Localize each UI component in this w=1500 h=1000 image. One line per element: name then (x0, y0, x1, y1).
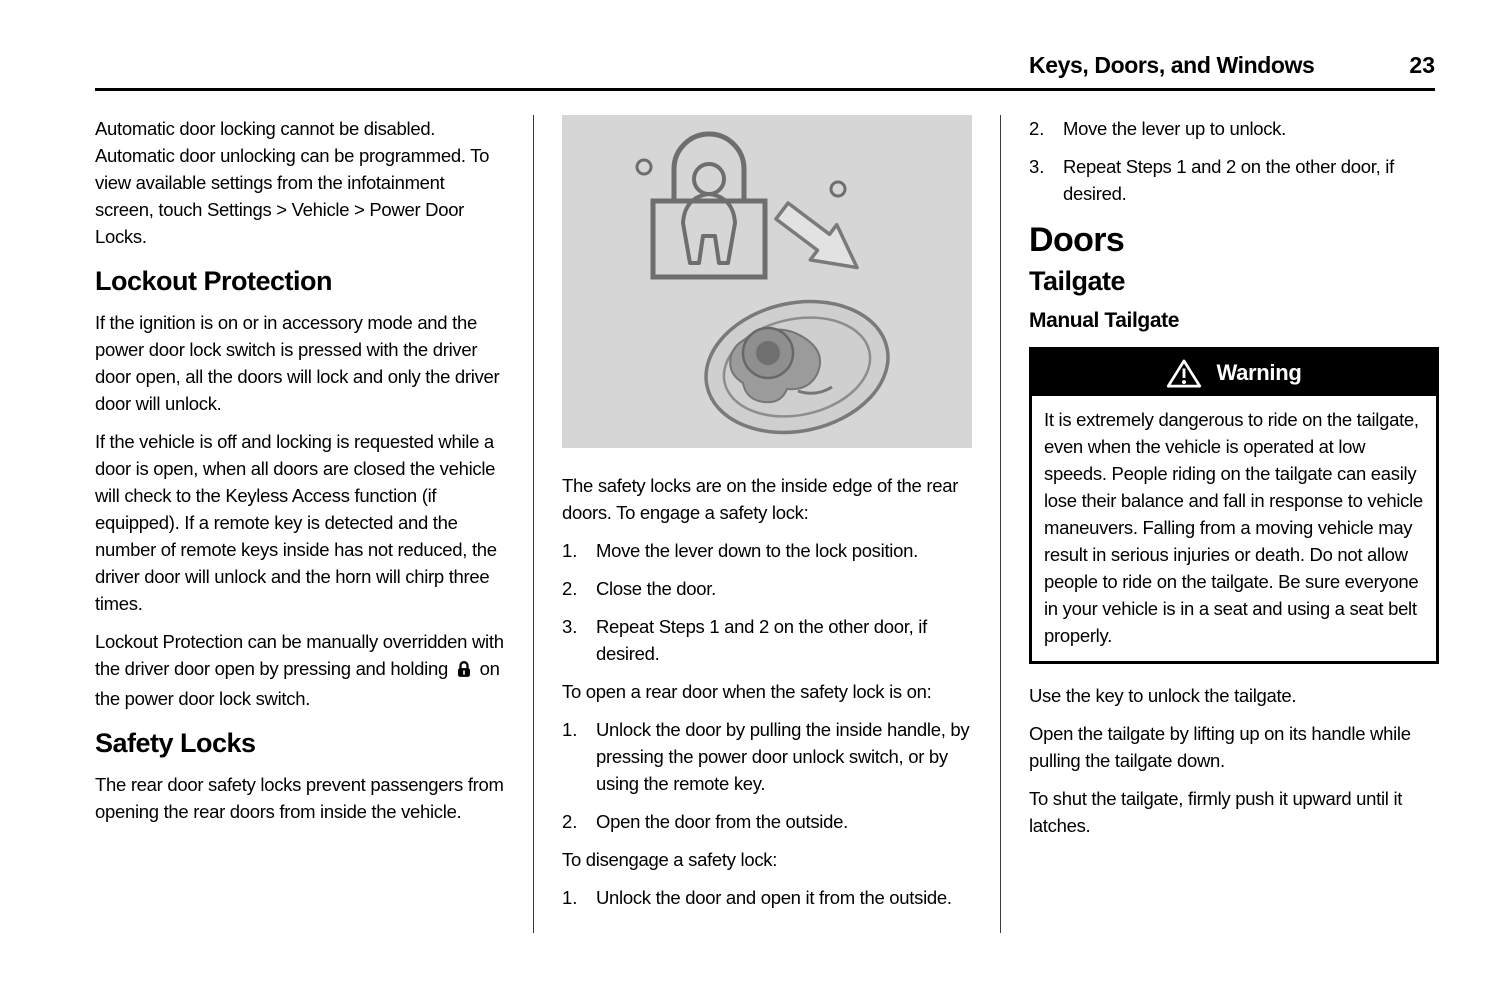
page-number: 23 (1409, 52, 1435, 78)
list-number: 1. (562, 887, 578, 908)
paragraph-vehicle-off: If the vehicle is off and locking is requested while a door is open, when all doors are closed the vehicle will check to the Keyless Access function (if equipped). If a remote key is detected and the number of remote keys inside has not reduced, the driver door will unlock and the horn will chirp three times. (95, 431, 497, 614)
list-item (562, 808, 972, 835)
list-number: 2. (562, 578, 578, 599)
warning-text: It is extremely dangerous to ride on the tailgate, even when the vehicle is operated at low speeds. People riding on the tailgate can easily lose their balance and fall in response to vehicle maneuvers. Falling from a moving vehicle may result in serious injuries or death. Do not allow people to ride on the tailgate. Be sure everyone in your vehicle is in a seat and using a seat belt properly. (1044, 409, 1423, 646)
warning-header (1032, 350, 1436, 396)
list-item (562, 613, 972, 667)
paragraph-disengage: To disengage a safety lock: (562, 849, 778, 870)
column-right (1029, 115, 1439, 850)
page-columns (95, 115, 1435, 933)
list-number: 3. (562, 616, 578, 637)
paragraph-override-before: Lockout Protection can be manually overridden with the driver door open by pressing and holding (95, 631, 504, 679)
list-text: Move the lever up to unlock. (1063, 118, 1286, 139)
paragraph-safety-locks-intro: The safety locks are on the inside edge of the rear doors. To engage a safety lock: (562, 475, 959, 523)
column-left (95, 115, 505, 836)
paragraph-key-unlock: Use the key to unlock the tailgate. (1029, 685, 1297, 706)
list-text: Move the lever down to the lock position. (596, 540, 918, 561)
list-number: 1. (562, 719, 578, 740)
safety-lock-illustration (562, 115, 972, 448)
list-item (562, 537, 972, 564)
paragraph-override-after: on the power door lock switch. (95, 658, 500, 709)
lock-icon (457, 658, 471, 685)
list-item (1029, 153, 1439, 207)
list-text: Repeat Steps 1 and 2 on the other door, if desired. (1063, 156, 1394, 204)
column-middle (562, 115, 972, 922)
list-number: 2. (562, 811, 578, 832)
heading-tailgate: Tailgate (1029, 266, 1126, 296)
heading-lockout-protection: Lockout Protection (95, 266, 333, 296)
paragraph-open-tailgate: Open the tailgate by lifting up on its handle while pulling the tailgate down. (1029, 723, 1411, 771)
list-text: Unlock the door and open it from the outside. (596, 887, 952, 908)
list-text: Close the door. (596, 578, 716, 599)
paragraph-open-rear-door: To open a rear door when the safety lock is on: (562, 681, 932, 702)
header-rule (95, 88, 1435, 91)
list-number: 1. (562, 540, 578, 561)
paragraph-override (95, 628, 505, 712)
list-text: Repeat Steps 1 and 2 on the other door, if desired. (596, 616, 927, 664)
warning-label: Warning (1216, 360, 1302, 385)
paragraph-rear-door-locks: The rear door safety locks prevent passengers from opening the rear doors from inside the vehicle. (95, 774, 504, 822)
paragraph-auto-locking: Automatic door locking cannot be disabled. Automatic door unlocking can be programmed. To view available settings from the infotainment screen, touch Settings > Vehicle > Power Door Locks. (95, 118, 490, 247)
paragraph-ignition: If the ignition is on or in accessory mode and the power door lock switch is pressed with the driver door open, all the doors will lock and only the driver door will unlock. (95, 312, 500, 414)
list-item (562, 884, 972, 911)
heading-safety-locks: Safety Locks (95, 728, 256, 758)
list-item (562, 716, 972, 797)
page-header (95, 52, 1435, 91)
list-item (562, 575, 972, 602)
paragraph-shut-tailgate: To shut the tailgate, firmly push it upward until it latches. (1029, 788, 1403, 836)
open-door-steps (562, 716, 972, 835)
warning-box (1029, 347, 1439, 664)
list-text: Open the door from the outside. (596, 811, 848, 832)
column-divider (533, 115, 534, 933)
list-number: 2. (1029, 118, 1045, 139)
list-item (1029, 115, 1439, 142)
column-divider (1000, 115, 1001, 933)
heading-doors: Doors (1029, 221, 1125, 259)
disengage-steps-continued (1029, 115, 1439, 207)
engage-safety-lock-steps (562, 537, 972, 667)
warning-triangle-icon (1166, 358, 1202, 389)
disengage-steps (562, 884, 972, 911)
list-text: Unlock the door by pulling the inside handle, by pressing the power door unlock switch, or by using the remote key. (596, 719, 970, 794)
list-number: 3. (1029, 156, 1045, 177)
running-header-title: Keys, Doors, and Windows (1029, 52, 1315, 78)
heading-manual-tailgate: Manual Tailgate (1029, 309, 1179, 332)
